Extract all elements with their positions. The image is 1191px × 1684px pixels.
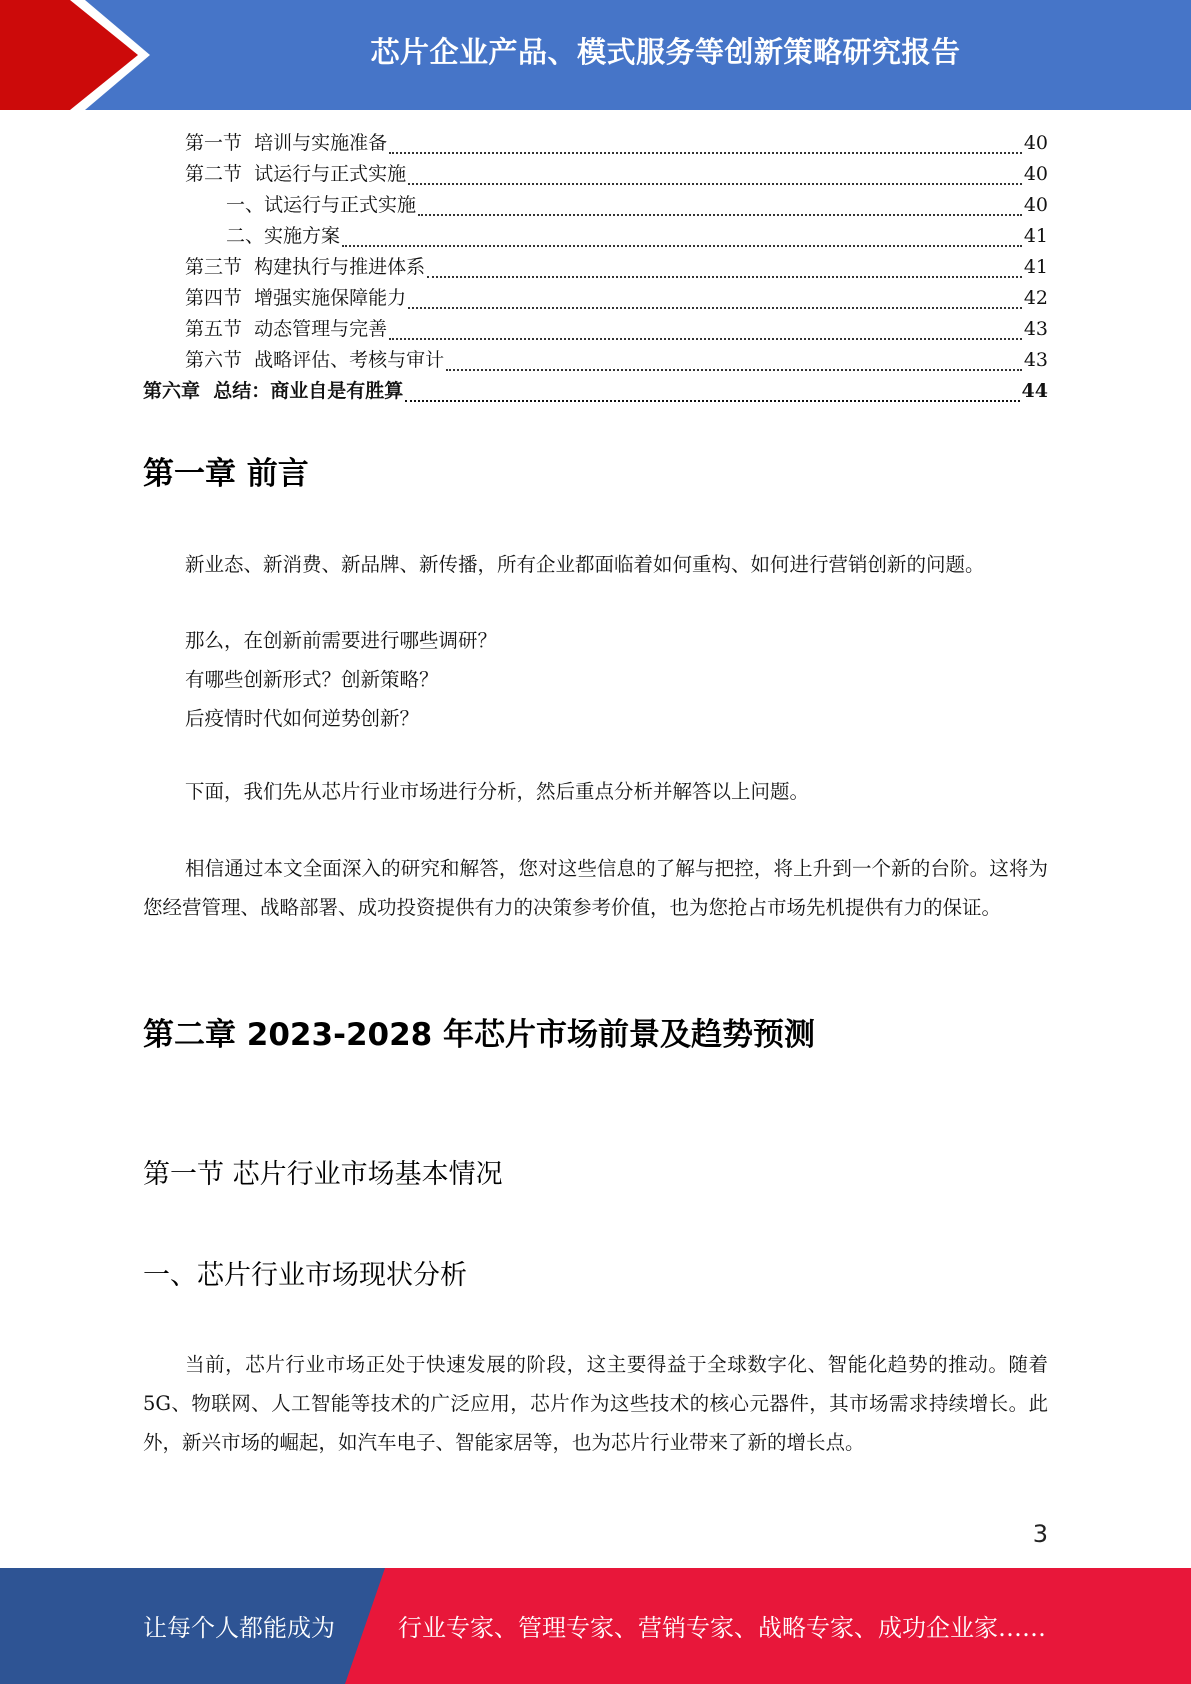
toc-entry-label: 第三节 构建执行与推进体系: [185, 256, 426, 278]
toc-entry-page: 42: [1023, 287, 1048, 309]
footer-band: [0, 1568, 1191, 1684]
toc-entry-page: 43: [1023, 349, 1048, 371]
toc-entry-page: 41: [1023, 225, 1048, 247]
toc-entry-label: 第一节 培训与实施准备: [185, 132, 388, 154]
toc-leader-dots: [408, 293, 1022, 309]
toc-leader-dots: [389, 138, 1022, 154]
footer-slogan-right: 行业专家、管理专家、营销专家、战略专家、成功企业家……: [398, 1614, 1046, 1642]
table-of-contents: [143, 128, 1048, 407]
toc-entry[interactable]: [143, 252, 1048, 283]
toc-chapter-entry[interactable]: [143, 376, 1048, 407]
toc-leader-dots: [389, 324, 1022, 340]
toc-entry-label: 第六节 战略评估、考核与审计: [185, 349, 445, 371]
toc-entry-label: 二、实施方案: [226, 225, 341, 247]
chapter-1-paragraph-2: 下面，我们先从芯片行业市场进行分析，然后重点分析并解答以上问题。: [185, 780, 810, 803]
toc-entry-label: 第二节 试运行与正式实施: [185, 163, 407, 185]
toc-leader-dots: [405, 386, 1019, 402]
subsection-heading: 一、芯片行业市场现状分析: [143, 1260, 467, 1291]
toc-entry-page: 40: [1023, 163, 1048, 185]
question-line: 那么，在创新前需要进行哪些调研？: [185, 629, 498, 652]
toc-leader-dots: [408, 169, 1022, 185]
toc-entry-label: 一、试运行与正式实施: [226, 194, 417, 216]
toc-entry-page: 41: [1023, 256, 1048, 278]
toc-entry[interactable]: [143, 221, 1048, 252]
footer-slogan-left: 让每个人都能成为: [143, 1614, 335, 1642]
toc-leader-dots: [446, 355, 1022, 371]
report-title: 芯片企业产品、模式服务等创新策略研究报告: [370, 35, 961, 69]
toc-entry-page: 44: [1021, 380, 1048, 402]
toc-leader-dots: [342, 231, 1022, 247]
toc-entry[interactable]: [143, 345, 1048, 376]
toc-entry-label: 第五节 动态管理与完善: [185, 318, 388, 340]
chapter-2-paragraph-1: 当前，芯片行业市场正处于快速发展的阶段，这主要得益于全球数字化、智能化趋势的推动。随着 5G、物联网、人工智能等技术的广泛应用，芯片作为这些技术的核心元器件，其市场需求持续增长。此外，新兴市场的崛起，如汽车电子、智能家居等，也为芯片行业带来了新的增长点。: [143, 1353, 1048, 1454]
toc-entry[interactable]: [143, 190, 1048, 221]
chapter-1-paragraph-1: 新业态、新消费、新品牌、新传播，所有企业都面临着如何重构、如何进行营销创新的问题。: [185, 553, 985, 576]
page-number: 3: [1032, 1520, 1048, 1548]
chapter-1-paragraph-3: 相信通过本文全面深入的研究和解答，您对这些信息的了解与把控，将上升到一个新的台阶。这将为您经营管理、战略部署、成功投资提供有力的决策参考价值，也为您抢占市场先机提供有力的保证。: [143, 857, 1048, 919]
toc-entry-page: 40: [1023, 132, 1048, 154]
toc-entry-label: 第六章 总结：商业自是有胜算: [143, 380, 404, 402]
toc-leader-dots: [418, 200, 1022, 216]
header-band: [0, 0, 1191, 110]
toc-entry[interactable]: [143, 314, 1048, 345]
question-line: 后疫情时代如何逆势创新？: [185, 707, 420, 730]
toc-entry[interactable]: [143, 128, 1048, 159]
toc-entry[interactable]: [143, 159, 1048, 190]
toc-entry-label: 第四节 增强实施保障能力: [185, 287, 407, 309]
chapter-2-heading: 第二章 2023-2028 年芯片市场前景及趋势预测: [143, 1017, 816, 1053]
red-chevron-decoration: [0, 0, 138, 110]
chapter-1-heading: 第一章 前言: [143, 456, 309, 492]
toc-entry-page: 43: [1023, 318, 1048, 340]
section-heading: 第一节 芯片行业市场基本情况: [143, 1159, 503, 1190]
toc-entry[interactable]: [143, 283, 1048, 314]
toc-entry-page: 40: [1023, 194, 1048, 216]
question-line: 有哪些创新形式？创新策略？: [185, 668, 439, 691]
toc-leader-dots: [427, 262, 1022, 278]
